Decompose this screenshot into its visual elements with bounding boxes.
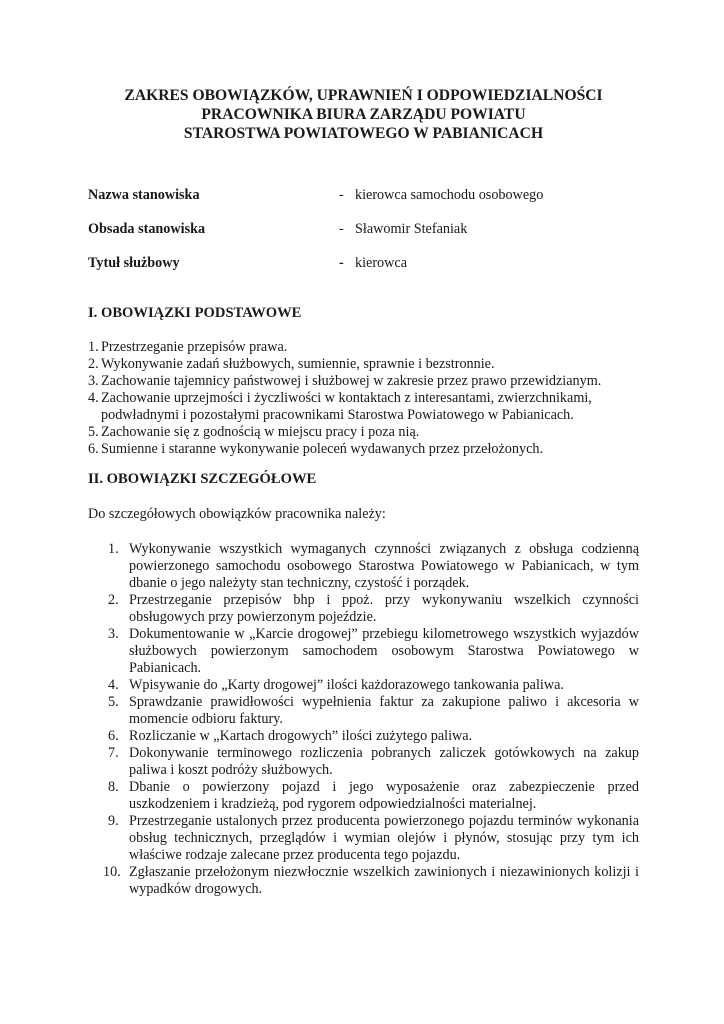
item-text: Dokonywanie terminowego rozliczenia pobranych zaliczek gotówkowych na zakup paliwa i koszt podróży służbowych. [129,745,639,778]
field-dash: - [339,255,344,271]
field-dash: - [339,221,344,237]
list-item [108,541,639,592]
list-item [88,356,639,373]
list-item [88,390,639,424]
basic-duties-list [88,339,639,458]
field-position-holder [88,221,639,255]
list-item [108,728,639,745]
list-item [108,592,639,626]
field-value: kierowca [355,255,407,271]
field-official-title [88,255,639,289]
item-text: Wykonywanie wszystkich wymaganych czynności związanych z obsługa codzienną powierzonego samochodu osobowego Starostwa Powiatowego w Pabianicach, w tym dbanie o jego należyty stan techniczny, czystość i porządek. [129,541,639,591]
title-line-3: STAROSTWA POWIATOWEGO W PABIANICACH [183,125,544,142]
item-text: Przestrzeganie przepisów prawa. [101,339,288,355]
section-heading-detailed-duties: II. OBOWIĄZKI SZCZEGÓŁOWE [88,471,317,487]
field-label: Tytuł służbowy [88,255,180,271]
list-item [88,424,639,441]
title-line-2: PRACOWNIKA BIURA ZARZĄDU POWIATU [201,106,526,123]
list-item [103,864,639,898]
item-number: 2. [88,356,99,372]
item-number: 1. [88,339,99,355]
item-number: 1. [108,541,119,557]
item-number: 4. [88,390,99,406]
item-number: 7. [108,745,119,761]
item-text: Wpisywanie do „Karty drogowej” ilości każdorazowego tankowania paliwa. [129,677,564,693]
field-position-name [88,187,639,221]
item-text: Zachowanie się z godnością w miejscu pracy i poza nią. [101,424,420,440]
item-text: Dokumentowanie w „Karcie drogowej” przebiegu kilometrowego wszystkich wyjazdów służbowych powierzonym samochodem osobowym Starostwa Powiatowego w Pabianicach. [129,626,639,676]
list-item [108,813,639,864]
list-item [108,626,639,677]
list-item [88,339,639,356]
item-text: Wykonywanie zadań służbowych, sumiennie, sprawnie i bezstronnie. [101,356,495,372]
section-heading-basic-duties: I. OBOWIĄZKI PODSTAWOWE [88,305,302,321]
item-text: Przestrzeganie przepisów bhp i ppoż. przy wykonywaniu wszelkich czynności obsługowych przy powierzonym pojeździe. [129,592,639,625]
document-page [88,86,639,898]
list-item [88,373,639,390]
item-text: Sumienne i staranne wykonywanie poleceń wydawanych przez przełożonych. [101,441,544,457]
position-fields [88,187,639,289]
item-number: 3. [88,373,99,389]
title-line-1: ZAKRES OBOWIĄZKÓW, UPRAWNIEŃ I ODPOWIEDZIALNOŚCI [124,87,603,104]
item-text: Dbanie o powierzony pojazd i jego wyposażenie oraz zabezpieczenie przed uszkodzeniem i kradzieżą, pod rygorem odpowiedzialności materialnej. [129,779,639,812]
item-number: 3. [108,626,119,642]
item-number: 8. [108,779,119,795]
list-item [108,779,639,813]
item-number: 2. [108,592,119,608]
item-text: Rozliczanie w „Kartach drogowych” ilości zużytego paliwa. [129,728,473,744]
item-number: 10. [103,864,121,880]
detailed-duties-intro: Do szczegółowych obowiązków pracownika należy: [88,506,386,522]
item-number: 9. [108,813,119,829]
item-text: Sprawdzanie prawidłowości wypełnienia faktur za zakupione paliwo i akcesoria w momencie odbioru faktury. [129,694,639,727]
item-number: 6. [108,728,119,744]
list-item [108,745,639,779]
item-text: Zachowanie tajemnicy państwowej i służbowej w zakresie przez prawo przewidzianym. [101,373,602,389]
detailed-duties-list [103,541,639,898]
field-value: Sławomir Stefaniak [355,221,468,237]
field-dash: - [339,187,344,203]
field-label: Obsada stanowiska [88,221,206,237]
item-text: Zgłaszanie przełożonym niezwłocznie wszelkich zawinionych i niezawinionych kolizji i wypadków drogowych. [129,864,639,897]
item-text: Przestrzeganie ustalonych przez producenta powierzonego pojazdu terminów wykonania obsług technicznych, przeglądów i wymian olejów i płynów, stosując przy tym ich właściwe rodzaje zalecane przez producenta tego pojazdu. [129,813,639,863]
item-number: 6. [88,441,99,457]
item-number: 5. [108,694,119,710]
list-item [108,694,639,728]
item-text: Zachowanie uprzejmości i życzliwości w kontaktach z interesantami, zwierzchnikami, podwładnymi i pozostałymi pracownikami Starostwa Powiatowego w Pabianicach. [101,390,592,423]
list-item [108,677,639,694]
field-label: Nazwa stanowiska [88,187,200,203]
field-value: kierowca samochodu osobowego [355,187,544,203]
item-number: 4. [108,677,119,693]
document-title [88,86,639,143]
list-item [88,441,639,458]
item-number: 5. [88,424,99,440]
